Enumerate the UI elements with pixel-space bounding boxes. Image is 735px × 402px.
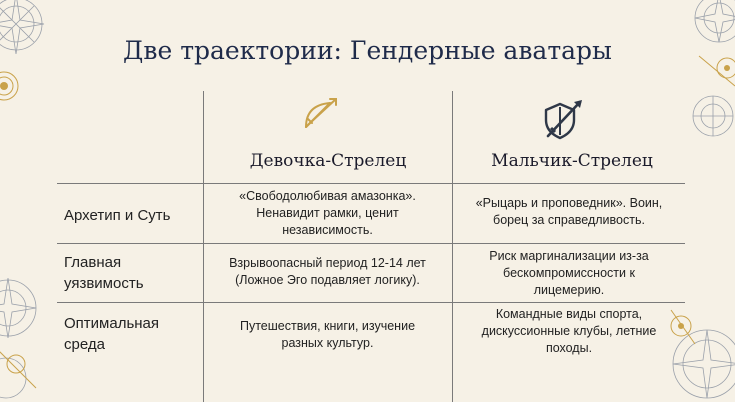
- column-heading-boy: Мальчик-Стрелец: [491, 151, 653, 171]
- row-label-line: среда: [64, 336, 105, 353]
- cell-line: бескомпромиссности к: [503, 266, 635, 280]
- cell-boy-archetype: [455, 195, 683, 229]
- row-divider-1: [57, 243, 685, 244]
- row-label-environment: [64, 313, 199, 355]
- compass-ornament-top-right-icon: [669, 0, 735, 171]
- cell-line: «Рыцарь и проповедник». Воин,: [475, 196, 663, 210]
- header-divider: [57, 183, 685, 184]
- cell-line: лицемерию.: [533, 283, 605, 297]
- column-heading-girl: Девочка-Стрелец: [249, 151, 407, 171]
- cell-line: Взрывоопасный период 12-14 лет: [229, 256, 426, 270]
- cell-boy-vulnerability: [455, 248, 683, 299]
- cell-line: борец за справедливость.: [493, 213, 645, 227]
- cell-girl-archetype: [205, 188, 450, 239]
- row-label-line: Оптимальная: [64, 315, 160, 332]
- slide-title: Две траектории: Гендерные аватары: [123, 36, 612, 65]
- cell-line: «Свободолюбивая амазонка».: [239, 189, 416, 203]
- cell-line: Ненавидит рамки, ценит: [256, 206, 399, 220]
- compass-ornament-bottom-left-icon: [0, 268, 54, 402]
- cell-line: Командные виды спорта,: [495, 307, 643, 321]
- row-label-line: уязвимость: [64, 275, 144, 292]
- column-divider-left: [203, 91, 204, 402]
- cell-line: походы.: [545, 341, 593, 355]
- cell-line: Путешествия, книги, изучение: [239, 319, 416, 333]
- cell-girl-vulnerability: [205, 255, 450, 289]
- row-divider-2: [57, 302, 685, 303]
- cell-boy-environment: [455, 306, 683, 357]
- bow-and-arrow-icon: [300, 97, 340, 137]
- column-divider-right: [452, 91, 453, 402]
- cell-line: дискуссионные клубы, летние: [481, 324, 657, 338]
- shield-and-sword-icon: [540, 96, 586, 142]
- cell-line: независимость.: [282, 223, 373, 237]
- row-label-line: Главная: [64, 254, 122, 271]
- row-label-vulnerability: [64, 252, 199, 294]
- cell-line: Риск маргинализации из-за: [489, 249, 649, 263]
- cell-line: (Ложное Эго подавляет логику).: [235, 273, 420, 287]
- row-label-archetype: Архетип и Суть: [64, 207, 171, 224]
- cell-girl-environment: [205, 318, 450, 352]
- cell-line: разных культур.: [281, 336, 374, 350]
